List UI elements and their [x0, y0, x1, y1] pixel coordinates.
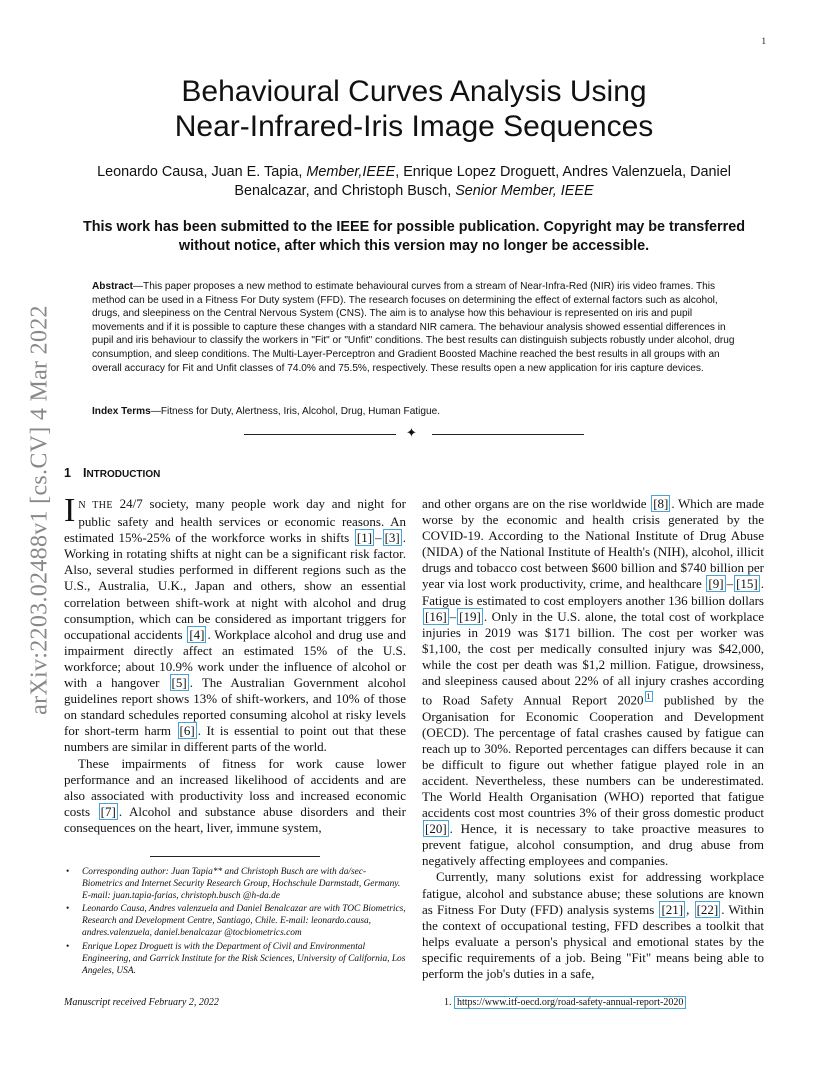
citation-link[interactable]: [4] — [189, 626, 205, 642]
url-footnote — [444, 997, 686, 1008]
index-terms — [92, 405, 738, 419]
text-run: Currently, many solutions exist for addressing workplace fatigue, alcohol and substance abuse; these solutions are known as Fitness For Duty (FFD) analysis systems — [422, 869, 764, 917]
divider-line-left — [244, 434, 396, 435]
citation-link[interactable]: [7] — [100, 803, 116, 819]
paper-title — [60, 74, 768, 144]
text-run: . Alcohol and substance abuse disorders and their consequences on the heart, liver, immune system, — [64, 803, 406, 835]
paragraph — [64, 756, 406, 836]
text-run: , — [686, 901, 694, 917]
text-run: – — [449, 608, 457, 624]
citation-link[interactable]: [22] — [696, 901, 719, 917]
text-run: These impairments of fitness for work cause lower performance and an increased likelihood of accidents and are also associated with productivity loss and increased economic costs — [64, 755, 406, 819]
abstract-text: —This paper proposes a new method to estimate behavioural curves from a stream of Near-Infra-Red (NIR) iris video frames. This method can be used in a Fitness For Duty system (FFD). The research focuses on determining the effect of external factors such as alcohol, drugs, and sleepiness on the Central Nervous System (CNS). The aim is to analyse how this behaviour is represented on iris and pupil movements and if it is possible to capture these changes with a standard NIR camera. The behaviour analysis showed essential differences in pupil and iris behaviour to classify the workers in "Fit" or "Unfit" conditions. The best results can distinguish subjects robustly under alcohol, drug consumption, and sleep conditions. The Multi-Layer-Perceptron and Gradient Boosted Machine reached the best results in all groups with an overall accuracy for Fit and Unfit classes of 74.0% and 75.5%, respectively. These results open a new application for iris capture devices. — [92, 281, 735, 374]
paragraph — [422, 496, 764, 869]
section-number: 1 — [64, 466, 71, 480]
section-title-rest: NTRODUCTION — [86, 469, 161, 480]
text-run: published by the Organisation for Economic Cooperation and Development (OECD). The percentage of fatal crashes caused by fatigue can reach up to 30%. Reported percentages can differs because it can be difficult to figure out whether fatigue played role in an accident. Nevertheless, these numbers can be underestimated. The World Health Organisation (WHO) reported that fatigue accidents cost most countries 3% of their gross domestic product — [422, 692, 765, 821]
section-heading — [64, 466, 160, 480]
url-footnote-link[interactable]: https://www.itf-oecd.org/road-safety-annual-report-2020 — [454, 996, 686, 1009]
arxiv-stamp-text: arXiv:2203.02488v1 [cs.CV] 4 Mar 2022 — [26, 305, 53, 715]
text-run: . Which are made worse by the economic and health crisis generated by the COVID-19. According to the National Institute of Drug Abuse (NIDA) of the National Institute of Health's (NIH), alcohol, illicit drugs and tobacco cost between $600 billion and $740 billion per year via lost work productivity, crime, and healthcare — [422, 496, 764, 592]
title-line-2: Near-Infrared-Iris Image Sequences — [174, 110, 654, 143]
page-number: 1 — [761, 36, 766, 46]
citation-link[interactable]: [15] — [736, 576, 758, 592]
paragraph — [64, 492, 407, 756]
citation-link[interactable]: [20] — [425, 821, 447, 837]
citation-link[interactable]: [21] — [661, 901, 684, 917]
authors-role-1: Member,IEEE — [306, 164, 396, 180]
footnote-item: • Corresponding author: Juan Tapia** and Christoph Busch are with da/sec-Biometrics and Internet Security Research Group, Hochschule Darmstadt, Germany. E-mail: juan.tapia-farias, christoph.busch @h-da.de — [82, 866, 406, 902]
url-footnote-number: 1. — [444, 997, 454, 1008]
drop-cap: I — [64, 492, 76, 529]
divider-line-right — [432, 434, 584, 435]
footnote-item: • Leonardo Causa, Andres valenzuela and Daniel Benalcazar are with TOC Biometrics, Research and Development Centre, Santiago, Chile. E-mail: leonardo.causa, andres.valenzuela, daniel.benalcazar @tocbiometrics.com — [82, 903, 406, 939]
arxiv-stamp — [10, 290, 70, 730]
text-run: . Only in the U.S. alone, the total cost of workplace injuries in 2019 was $171 billion. The cost per worker was $1,100, the cost per medically consulted injury was $42,000, while the cost per death was $1,2 million. Fatigue, drowsiness, and sleepiness caused about 22% of all injury crashes according to Road Safety Annual Report 2020 — [422, 608, 764, 708]
text-run: – — [375, 530, 382, 546]
footnote-item: • Enrique Lopez Droguett is with the Department of Civil and Environmental Engineering, and Garrick Institute for the Risk Sciences, University of California, Los Angeles, USA. — [82, 941, 406, 977]
text-run: and other organs are on the rise worldwide — [422, 496, 651, 511]
authors-role-2: Senior Member, IEEE — [455, 183, 594, 199]
section-divider — [244, 427, 584, 441]
citation-link[interactable]: [8] — [653, 496, 669, 511]
paragraph — [422, 869, 764, 982]
text-run: . The Australian Government alcohol guidelines report shows 13% of shift-workers, and 10% of those on standard schedules reported consuming alcohol at risky levels for short-term harm — [64, 675, 406, 739]
text-run: – — [726, 576, 734, 592]
index-terms-label: Index Terms — [92, 406, 151, 417]
text-run: . Workplace alcohol and drug use and impairment directly affect an estimated 15% of the U.S. workforce; about 10.9% work under the influence of alcohol or with a hangover — [64, 626, 406, 691]
submission-notice: This work has been submitted to the IEEE for possible publication. Copyright may be transferred without notice, after which this version may no longer be accessible. — [82, 219, 746, 254]
text-run: . Within the context of occupational testing, FFD describes a toolkit that helps evaluate a person's physical and emotional states by the specific requirements of a job. Being "Fit" means being able to perform the job's duties in a safe, — [422, 901, 765, 982]
text-run: . It is essential to point out that these numbers are similar in different parts of the world. — [64, 723, 406, 755]
abstract — [92, 280, 738, 375]
authors-part-2: , Enrique Lopez Droguett, Andres Valenzuela, Daniel Benalcazar, and Christoph Busch, — [234, 164, 731, 199]
citation-link[interactable]: [6] — [179, 723, 195, 739]
section-initial: I — [82, 466, 87, 480]
manuscript-received: Manuscript received February 2, 2022 — [64, 997, 219, 1008]
citation-link[interactable]: [16] — [425, 608, 447, 624]
text-run: . Hence, it is necessary to take proactive measures to prevent fatigue, alcohol consumption, and drug abuse from negatively affecting employees and companies. — [422, 821, 764, 869]
citation-link[interactable]: [9] — [708, 576, 724, 592]
author-list — [70, 163, 758, 201]
citation-link[interactable]: [19] — [459, 608, 481, 624]
citation-link[interactable]: [1] — [356, 530, 373, 546]
title-line-1: Behavioural Curves Analysis Using — [181, 75, 647, 108]
footnote-rule — [150, 856, 320, 857]
right-column — [422, 496, 764, 982]
text-run: 24/7 society, many people work day and night for public safety and health services or economic reasons. An estimated 15%-25% of the workforce works in shifts — [64, 496, 407, 546]
text-run: . Fatigue is estimated to cost employers another 136 billion dollars — [422, 576, 764, 608]
divider-star-icon: ✦ — [406, 425, 417, 440]
index-terms-text: —Fitness for Duty, Alertness, Iris, Alcohol, Drug, Human Fatigue. — [150, 406, 440, 417]
footnote-marker[interactable]: 1 — [646, 692, 651, 702]
citation-link[interactable]: [3] — [384, 530, 400, 546]
text-run: . Working in rotating shifts at night can be a significant risk factor. Also, several studies performed in different regions such as the U.S., Australia, U.K., Japan and others, show an essential correlation between shift-work at night with alcohol and drug consumption, which can be considered as important triggers for occupational accidents — [64, 530, 406, 642]
opening-smallcaps: N THE — [78, 500, 113, 511]
left-column — [64, 492, 407, 836]
citation-link[interactable]: [5] — [171, 675, 187, 691]
affiliation-footnotes — [64, 866, 406, 978]
authors-part-1: Leonardo Causa, Juan E. Tapia, — [97, 164, 307, 180]
abstract-label: Abstract — [92, 281, 133, 292]
